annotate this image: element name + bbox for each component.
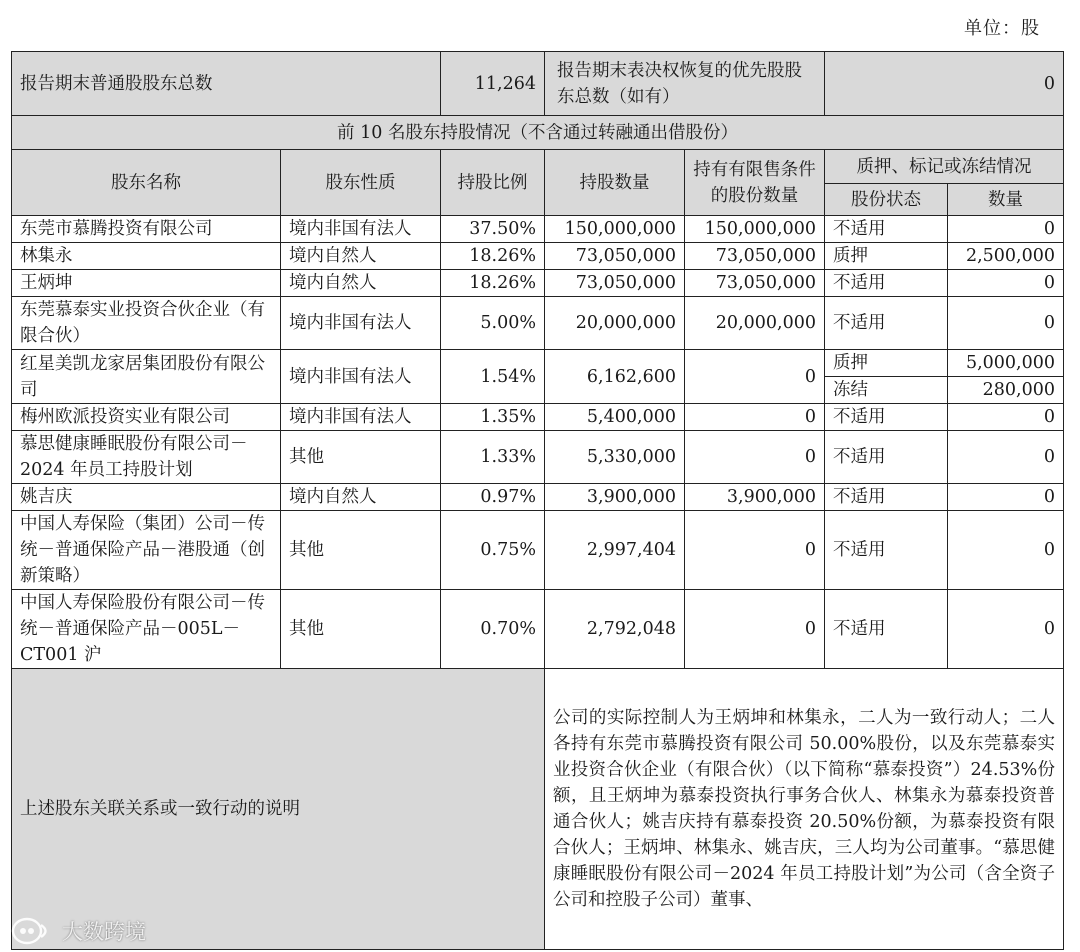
holder-ratio: 37.50%	[441, 216, 545, 243]
holder-quantity: 5,400,000	[545, 404, 685, 431]
relation-text: 公司的实际控制人为王炳坤和林集永，二人为一致行动人；二人各持有东莞市慕腾投资有限公司 50.00%股份，以及东莞慕泰实业投资合伙企业（有限合伙）（以下简称“慕泰投资”）24.53%份额，且王炳坤为慕泰投资执行事务合伙人、林集永为慕泰投资普通合伙人；姚吉庆持有慕泰投资 20.50%份额，为慕泰投资有限合伙人；王炳坤、林集永、姚吉庆，三人均为公司董事。“慕思健康睡眠股份有限公司－2024 年员工持股计划”为公司（含全资子公司和控股子公司）董事、	[545, 669, 1064, 950]
holder-nature: 境内自然人	[281, 270, 441, 297]
holder-nature: 境内非国有法人	[281, 404, 441, 431]
holder-count-secondary: 280,000	[948, 377, 1064, 404]
holder-count: 2,500,000	[948, 243, 1064, 270]
holder-ratio: 0.97%	[441, 484, 545, 511]
holder-count: 0	[948, 216, 1064, 243]
holder-name: 林集永	[12, 243, 281, 270]
table-row	[12, 431, 1064, 484]
table-row	[12, 243, 1064, 270]
holder-ratio: 18.26%	[441, 270, 545, 297]
holder-status: 不适用	[825, 270, 948, 297]
holder-ratio: 1.54%	[441, 350, 545, 404]
header-ratio: 持股比例	[441, 150, 545, 216]
header-quantity: 持股数量	[545, 150, 685, 216]
unit-label: 单位：股	[964, 18, 1040, 39]
holder-status: 不适用	[825, 297, 948, 350]
holder-count: 0	[948, 270, 1064, 297]
holder-ratio: 0.75%	[441, 511, 545, 590]
header-name: 股东名称	[12, 150, 281, 216]
holder-ratio: 1.33%	[441, 431, 545, 484]
holder-name: 慕思健康睡眠股份有限公司－2024 年员工持股计划	[12, 431, 281, 484]
relation-row	[12, 669, 1064, 950]
holder-quantity: 3,900,000	[545, 484, 685, 511]
preferred-holders-label: 报告期末表决权恢复的优先股股东总数（如有）	[545, 52, 825, 116]
holder-quantity: 150,000,000	[545, 216, 685, 243]
holder-name: 姚吉庆	[12, 484, 281, 511]
holder-count: 0	[948, 590, 1064, 669]
holder-ratio: 18.26%	[441, 243, 545, 270]
holder-name: 梅州欧派投资实业有限公司	[12, 404, 281, 431]
holder-restricted: 0	[685, 404, 825, 431]
holder-name: 中国人寿保险股份有限公司－传统－普通保险产品－005L－CT001 沪	[12, 590, 281, 669]
holder-restricted: 3,900,000	[685, 484, 825, 511]
shareholder-table	[11, 51, 1064, 950]
table-row	[12, 404, 1064, 431]
holder-count: 5,000,000	[948, 350, 1064, 377]
holder-nature: 境内非国有法人	[281, 350, 441, 404]
header-status: 股份状态	[825, 184, 948, 216]
holder-restricted: 0	[685, 431, 825, 484]
header-row	[12, 150, 1064, 184]
holder-count: 0	[948, 404, 1064, 431]
holder-restricted: 150,000,000	[685, 216, 825, 243]
holder-restricted: 73,050,000	[685, 243, 825, 270]
header-pledge-group: 质押、标记或冻结情况	[825, 150, 1064, 184]
watermark-logo-icon	[10, 916, 56, 946]
holder-status: 不适用	[825, 590, 948, 669]
holder-status: 质押	[825, 243, 948, 270]
holder-status: 不适用	[825, 431, 948, 484]
holder-ratio: 5.00%	[441, 297, 545, 350]
holder-name: 中国人寿保险（集团）公司－传统－普通保险产品－港股通（创新策略）	[12, 511, 281, 590]
table-row	[12, 350, 1064, 377]
watermark-text: 大数跨境	[62, 920, 146, 944]
holder-status: 不适用	[825, 404, 948, 431]
holder-restricted: 20,000,000	[685, 297, 825, 350]
header-count: 数量	[948, 184, 1064, 216]
holder-quantity: 2,792,048	[545, 590, 685, 669]
holder-nature: 其他	[281, 511, 441, 590]
holder-name: 红星美凯龙家居集团股份有限公司	[12, 350, 281, 404]
common-holders-label: 报告期末普通股股东总数	[12, 52, 441, 116]
holder-status: 不适用	[825, 484, 948, 511]
holder-status: 不适用	[825, 511, 948, 590]
holder-nature: 境内自然人	[281, 243, 441, 270]
section-title: 前 10 名股东持股情况（不含通过转融通出借股份）	[12, 116, 1064, 150]
holder-quantity: 5,330,000	[545, 431, 685, 484]
holder-nature: 境内非国有法人	[281, 297, 441, 350]
table-row	[12, 590, 1064, 669]
holder-count: 0	[948, 431, 1064, 484]
holder-restricted: 73,050,000	[685, 270, 825, 297]
table-row	[12, 511, 1064, 590]
header-restricted: 持有有限售条件的股份数量	[685, 150, 825, 216]
header-nature: 股东性质	[281, 150, 441, 216]
holder-nature: 境内自然人	[281, 484, 441, 511]
holder-quantity: 6,162,600	[545, 350, 685, 404]
holder-restricted: 0	[685, 350, 825, 404]
holder-count: 0	[948, 511, 1064, 590]
table-row	[12, 297, 1064, 350]
holder-quantity: 2,997,404	[545, 511, 685, 590]
holder-name: 东莞市慕腾投资有限公司	[12, 216, 281, 243]
table-row	[12, 484, 1064, 511]
holder-count: 0	[948, 297, 1064, 350]
holder-status: 不适用	[825, 216, 948, 243]
section-title-row	[12, 116, 1064, 150]
holder-status-secondary: 冻结	[825, 377, 948, 404]
relation-label: 上述股东关联关系或一致行动的说明	[12, 669, 545, 950]
table-row	[12, 270, 1064, 297]
preferred-holders-value: 0	[825, 52, 1064, 116]
holder-status: 质押	[825, 350, 948, 377]
holder-quantity: 20,000,000	[545, 297, 685, 350]
holder-ratio: 0.70%	[441, 590, 545, 669]
holder-name: 王炳坤	[12, 270, 281, 297]
holder-nature: 境内非国有法人	[281, 216, 441, 243]
holder-nature: 其他	[281, 431, 441, 484]
holder-name: 东莞慕泰实业投资合伙企业（有限合伙）	[12, 297, 281, 350]
watermark	[10, 916, 146, 946]
holder-ratio: 1.35%	[441, 404, 545, 431]
holder-count: 0	[948, 484, 1064, 511]
holder-quantity: 73,050,000	[545, 243, 685, 270]
table-row	[12, 216, 1064, 243]
common-holders-value: 11,264	[441, 52, 545, 116]
holder-restricted: 0	[685, 590, 825, 669]
holder-nature: 其他	[281, 590, 441, 669]
holder-restricted: 0	[685, 511, 825, 590]
holder-quantity: 73,050,000	[545, 270, 685, 297]
summary-row	[12, 52, 1064, 116]
